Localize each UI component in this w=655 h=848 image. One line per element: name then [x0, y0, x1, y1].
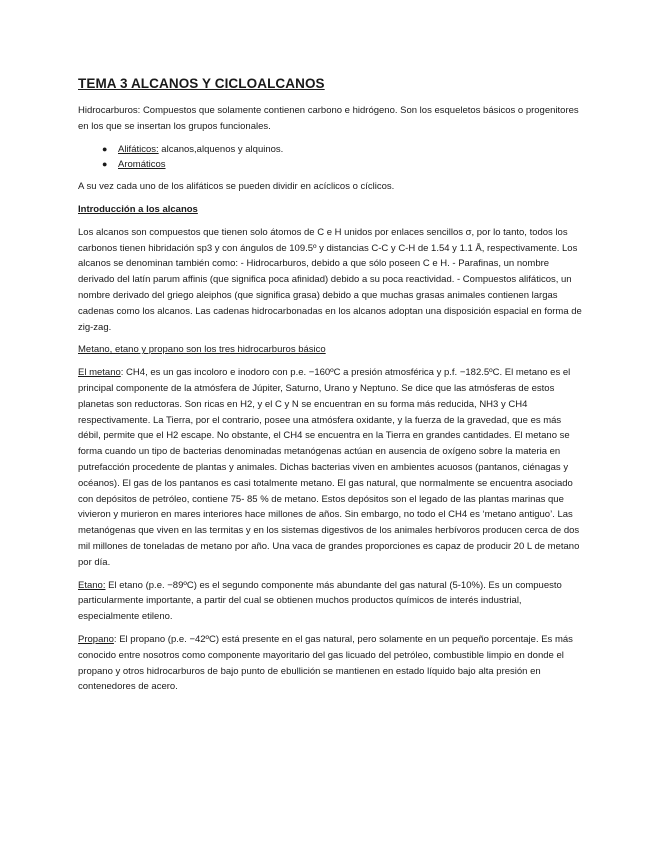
section-heading-metano-etano-propano: Metano, etano y propano son los tres hidrocarburos básico — [78, 344, 326, 356]
metano-paragraph — [78, 365, 582, 570]
page-title: TEMA 3 ALCANOS Y CICLOALCANOS — [78, 76, 325, 91]
propano-paragraph — [78, 632, 582, 695]
intro-paragraph: Hidrocarburos: Compuestos que solamente contienen carbono e hidrógeno. Son los esqueletos básicos o progenitores en los que se insertan los grupos funcionales. — [78, 105, 579, 132]
etano-paragraph — [78, 578, 582, 625]
propano-label: Propano — [78, 633, 114, 645]
list-item-name: Aromáticos — [118, 159, 166, 171]
list-item-aromaticos — [102, 157, 582, 173]
etano-text: El etano (p.e. −89ºC) es el segundo componente más abundante del gas natural (5-10%). Es un compuesto particularmente importante, a partir del cual se obtienen muchos productos químicos de interés industrial, especialmente etileno. — [78, 579, 562, 623]
metano-label: El metano — [78, 367, 121, 379]
section-heading-intro-alcanos: Introducción a los alcanos — [78, 203, 198, 215]
propano-text: : El propano (p.e. −42ºC) está presente en el gas natural, pero solamente en un pequeño porcentaje. Es más conocido entre nosotros como componente mayoritario del gas licuado del petróleo, combustible limpio en donde el propano y otros hidrocarburos de bajo punto de ebullición se mantienen en estado líquido bajo alta presión en contenedores de acero. — [78, 633, 573, 693]
bullet-icon: ● — [102, 143, 108, 154]
subdivision-paragraph: A su vez cada uno de los alifáticos se pueden dividir en acíclicos o cíclicos. — [78, 181, 395, 193]
etano-label: Etano: — [78, 579, 106, 591]
metano-text: : CH4, es un gas incoloro e inodoro con p.e. −160ºC a presión atmosférica y p.f. −182.5ºC. El metano es el principal componente de la atmósfera de Júpiter, Saturno, Urano y Neptuno. Se dice que las atmósferas de estos planetas son reductoras. Son ricas en H2, y el C y N se encuentran en su forma más reducida, NH3 y CH4 respectivamente. La Tierra, por el contrario, posee una atmósfera oxidante, y la fuerza de la gravedad, que es más débil, permite que el H2 escape. No obstante, el CH4 se encuentra en la Tierra en grandes cantidades. El metano se forma cuando un tipo de bacterias denominadas metanógenas actúan en ausencia de oxígeno sobre la materia en putrefacción procedente de plantas y animales. Dichas bacterias viven en ambientes acuosos (pantanos, ciénagas y océanos). El gas de los pantanos es casi totalmente metano. El gas natural, que normalmente se encuentra asociado con depósitos de petróleo, contiene 75- 85 % de metano. Estos depósitos son el legado de las plantas marinas que vivieron y murieron en mares interiores hace millones de años. Sin embargo, no todo el CH4 es ‘metano antiguo’. Las metanógenas que viven en las termitas y en los sistemas digestivos de los animales herbívoros producen cerca de dos mil millones de toneladas de metano por año. Una vaca de grandes proporciones es capaz de producir 20 L de metano por día. — [78, 367, 580, 568]
bullet-icon: ● — [102, 159, 108, 170]
document-body — [78, 76, 582, 702]
list-item-alifaticos — [102, 142, 582, 158]
hydrocarbon-type-list — [78, 142, 582, 174]
alcanos-paragraph: Los alcanos son compuestos que tienen solo átomos de C e H unidos por enlaces sencillos σ, por lo tanto, todos los carbonos tienen hibridación sp3 y con ángulos de 109.5º y distancias C-C y C-H de 1.54 y 1.1 Å, respectivamente. Los alcanos se denominan también como: - Hidrocarburos, debido a que sólo poseen C e H. - Parafinas, un nombre derivado del latín parum affinis (que significa poca afinidad) debido a su poca reactividad. - Compuestos alifáticos, un nombre derivado del griego aleiphos (que significa grasa) debido a que muchas grasas animales contienen largas cadenas como los alcanos. Las cadenas hidrocarbonadas en los alcanos adoptan una disposición espacial en forma de zig-zag. — [78, 226, 582, 333]
list-item-name: Alifáticos: — [118, 143, 159, 155]
list-item-text: alcanos,alquenos y alquinos. — [158, 143, 284, 155]
